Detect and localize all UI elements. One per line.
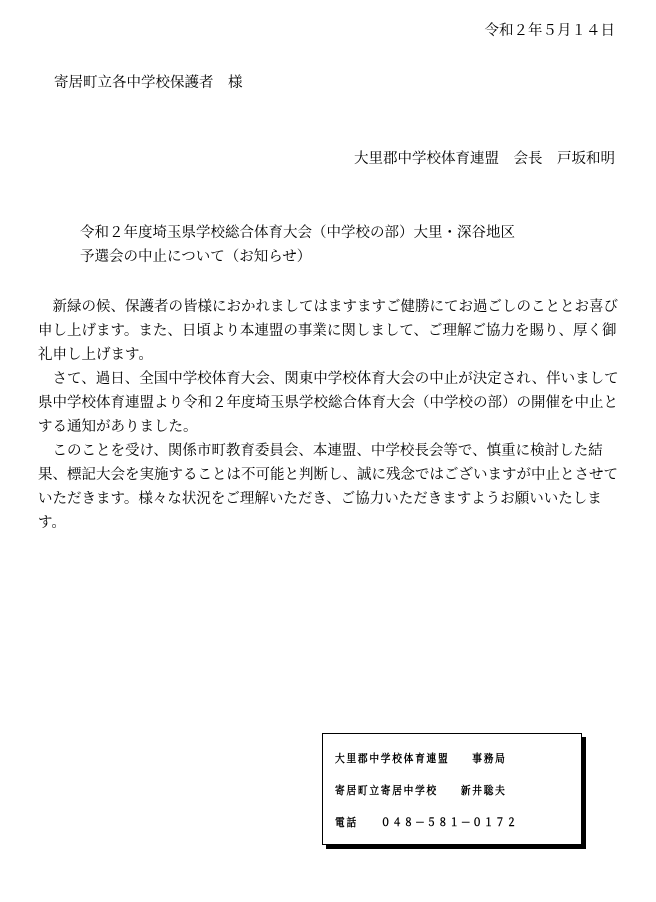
body-paragraph-1: 新緑の候、保護者の皆様におかれましてはますますご健勝にてお過ごしのこととお喜び申し上げます。また、日頃より本連盟の事業に関しまして、ご理解ご協力を賜り、厚く御礼申し上げます。: [38, 299, 618, 363]
title-line-2: 予選会の中止について（お知らせ）: [80, 249, 312, 265]
contact-person: 寄居町立寄居中学校 新井聡夫: [335, 784, 507, 797]
letter-body: [38, 295, 628, 535]
letter-date: 令和２年５月１４日: [484, 23, 615, 39]
addressee: 寄居町立各中学校保護者 様: [54, 75, 243, 91]
sender: 大里郡中学校体育連盟 会長 戸坂和明: [354, 151, 615, 167]
body-paragraph-2: さて、過日、全国中学校体育大会、関東中学校体育大会の中止が決定され、伴いまして県中学校体育連盟より令和２年度埼玉県学校総合体育大会（中学校の部）の開催を中止とする通知がありました。: [38, 371, 619, 435]
title-line-1: 令和２年度埼玉県学校総合体育大会（中学校の部）大里・深谷地区: [80, 225, 515, 241]
contact-office: 大里郡中学校体育連盟 事務局: [335, 752, 507, 765]
body-paragraph-3: このことを受け、関係市町教育委員会、本連盟、中学校長会等で、慎重に検討した結果、標記大会を実施することは不可能と判断し、誠に残念ではございますが中止とさせていただきます。様々な状況をご理解いただき、ご協力いただきますようお願いいたします。: [38, 443, 618, 531]
contact-box: [322, 733, 582, 845]
letter-title: [80, 221, 515, 269]
contact-phone: 電話 ０４８－５８１－０１７２: [335, 816, 519, 829]
